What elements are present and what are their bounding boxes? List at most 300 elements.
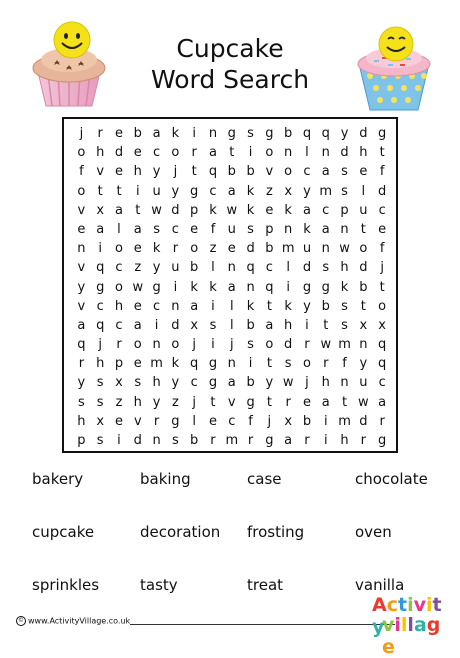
grid-letter: d xyxy=(340,145,349,161)
grid-letter: g xyxy=(246,394,255,410)
grid-letter: k xyxy=(190,279,198,295)
grid-letter: x xyxy=(96,413,105,429)
page-title-line1: Cupcake xyxy=(176,34,284,63)
grid-letter: t xyxy=(379,279,385,295)
grid-letter: o xyxy=(302,356,311,372)
grid-letter: u xyxy=(171,260,180,276)
grid-letter: q xyxy=(208,164,218,180)
grid-letter: b xyxy=(246,164,255,180)
grid-letter: c xyxy=(209,183,217,199)
grid-letter: e xyxy=(133,145,142,161)
grid-letter: u xyxy=(302,241,312,257)
grid-letter: e xyxy=(133,298,142,314)
grid-letter: o xyxy=(171,337,180,353)
grid-letter: y xyxy=(303,183,311,199)
grid-letter: m xyxy=(281,241,295,257)
grid-letter: h xyxy=(321,375,330,391)
word-list-item: cupcake xyxy=(32,523,95,541)
grid-letter: j xyxy=(192,394,196,410)
grid-letter: k xyxy=(209,279,217,295)
grid-letter: n xyxy=(284,145,293,161)
grid-letter: r xyxy=(285,394,291,410)
grid-letter: b xyxy=(321,298,330,314)
grid-letter: i xyxy=(323,413,328,429)
grid-letter: y xyxy=(171,375,180,391)
grid-letter: q xyxy=(378,337,387,353)
grid-letter: i xyxy=(286,279,290,295)
grid-letter: t xyxy=(191,164,197,180)
grid-letter: y xyxy=(152,394,161,410)
grid-letter: a xyxy=(284,433,293,448)
grid-letter: n xyxy=(152,433,161,448)
grid-letter: p xyxy=(114,356,124,372)
grid-letter: j xyxy=(267,413,272,429)
grid-letter: c xyxy=(265,260,273,276)
grid-letter: u xyxy=(359,202,368,218)
grid-letter: l xyxy=(361,183,366,199)
grid-letter: g xyxy=(208,375,218,391)
grid-letter: k xyxy=(171,126,180,141)
grid-letter: y xyxy=(152,260,161,276)
grid-letter: l xyxy=(286,260,290,276)
word-list-item: treat xyxy=(247,576,284,594)
grid-letter: m xyxy=(150,356,163,372)
grid-letter: e xyxy=(114,164,123,180)
grid-letter: e xyxy=(114,413,123,429)
word-list-item: vanilla xyxy=(355,576,405,594)
grid-letter: t xyxy=(135,202,141,218)
grid-letter: w xyxy=(339,241,350,257)
grid-letter: e xyxy=(302,394,311,410)
grid-letter: s xyxy=(153,221,160,237)
grid-letter: v xyxy=(227,394,236,410)
footer-url-text: www.ActivityVillage.co.uk xyxy=(28,616,131,626)
grid-letter: i xyxy=(98,241,102,257)
grid-letter: j xyxy=(192,337,196,353)
grid-letter: t xyxy=(266,298,272,314)
grid-letter: g xyxy=(378,433,387,448)
grid-letter: o xyxy=(265,145,274,161)
grid-letter: g xyxy=(227,126,236,141)
grid-letter: e xyxy=(77,221,86,237)
footer-url xyxy=(16,616,130,626)
grid-letter: n xyxy=(340,221,349,237)
grid-letter: i xyxy=(323,433,328,448)
grid-letter: i xyxy=(305,317,309,333)
grid-letter: n xyxy=(152,337,161,353)
grid-letter: p xyxy=(190,202,199,218)
grid-letter: d xyxy=(359,260,368,276)
grid-letter: o xyxy=(190,241,199,257)
grid-letter: s xyxy=(209,317,217,333)
grid-letter: h xyxy=(77,413,86,429)
grid-letter: h xyxy=(359,145,368,161)
grid-letter: n xyxy=(340,375,349,391)
grid-letter: i xyxy=(211,298,215,314)
word-list-item: baking xyxy=(140,470,191,488)
word-list-item: bakery xyxy=(32,470,84,488)
grid-letter: g xyxy=(265,126,274,141)
grid-letter: w xyxy=(320,337,332,353)
grid-letter: s xyxy=(96,394,104,410)
grid-letter: z xyxy=(209,241,217,257)
grid-letter: r xyxy=(247,433,254,448)
grid-letter: d xyxy=(359,126,368,141)
grid-letter: s xyxy=(341,164,348,180)
grid-letter: g xyxy=(96,279,105,295)
grid-letter: t xyxy=(116,183,122,199)
grid-letter: c xyxy=(115,260,123,276)
word-list-item: sprinkles xyxy=(32,576,100,594)
grid-letter: b xyxy=(284,126,293,141)
grid-letter: i xyxy=(173,279,178,295)
grid-letter: f xyxy=(248,413,253,429)
grid-letter: j xyxy=(305,375,309,391)
grid-letter: k xyxy=(340,279,349,295)
grid-letter: n xyxy=(208,126,218,141)
grid-letter: t xyxy=(360,298,366,314)
grid-letter: o xyxy=(265,337,274,353)
grid-letter: l xyxy=(229,317,234,333)
grid-letter: g xyxy=(302,279,312,295)
grid-letter: x xyxy=(115,375,123,391)
grid-letter: a xyxy=(321,221,330,237)
grid-letter: j xyxy=(380,260,384,276)
grid-letter: t xyxy=(266,394,272,410)
grid-letter: d xyxy=(171,202,180,218)
grid-letter: a xyxy=(152,126,161,141)
grid-letter: k xyxy=(246,298,255,314)
grid-letter: g xyxy=(171,413,180,429)
grid-letter: t xyxy=(342,394,348,410)
copyright-icon: © xyxy=(18,617,24,624)
grid-letter: k xyxy=(246,183,255,199)
grid-letter: f xyxy=(210,221,216,237)
grid-letter: s xyxy=(322,260,330,276)
grid-letter: c xyxy=(322,202,330,218)
grid-letter: u xyxy=(152,183,161,199)
grid-letter: v xyxy=(265,164,274,180)
grid-letter: f xyxy=(379,241,385,257)
grid-letter: c xyxy=(115,317,123,333)
grid-letter: y xyxy=(303,298,311,314)
grid-letter: d xyxy=(378,183,387,199)
grid-letter: o xyxy=(133,337,142,353)
logo-line2: village xyxy=(382,614,441,658)
grid-letter: a xyxy=(115,202,123,218)
grid-letter: s xyxy=(96,375,104,391)
grid-letter: p xyxy=(340,202,349,218)
grid-letter: s xyxy=(78,394,85,410)
grid-letter: y xyxy=(77,375,86,391)
grid-letter: g xyxy=(208,356,218,372)
grid-letter: w xyxy=(282,375,294,391)
grid-letter: m xyxy=(338,337,351,353)
grid-letter: e xyxy=(133,241,142,257)
grid-letter: k xyxy=(284,298,292,314)
grid-letter: q xyxy=(302,126,312,141)
grid-letter: a xyxy=(133,317,142,333)
grid-letter: s xyxy=(247,337,254,353)
grid-letter: b xyxy=(133,126,142,141)
grid-letter: q xyxy=(96,260,105,276)
grid-letter: z xyxy=(134,260,142,276)
grid-letter: x xyxy=(359,317,368,333)
grid-letter: n xyxy=(171,298,180,314)
grid-letter: d xyxy=(359,413,368,429)
grid-letter: m xyxy=(319,183,333,199)
grid-letter: u xyxy=(359,375,368,391)
logo-line1: Activity xyxy=(372,594,442,638)
grid-letter: c xyxy=(303,164,311,180)
cupcake-smiley-left-icon xyxy=(28,18,110,110)
grid-letter: q xyxy=(96,317,105,333)
grid-letter: p xyxy=(265,221,274,237)
grid-letter: s xyxy=(284,356,292,372)
word-search-grid xyxy=(72,123,392,449)
grid-letter: k xyxy=(152,241,161,257)
grid-letter: j xyxy=(79,126,84,141)
grid-letter: l xyxy=(305,145,309,161)
grid-letter: g xyxy=(378,126,387,141)
grid-letter: r xyxy=(172,241,179,257)
grid-letter: s xyxy=(96,433,104,448)
grid-letter: l xyxy=(117,221,121,237)
grid-letter: j xyxy=(173,164,178,180)
grid-letter: r xyxy=(210,433,216,448)
grid-letter: n xyxy=(284,221,293,237)
grid-letter: t xyxy=(266,356,272,372)
grid-letter: e xyxy=(133,356,142,372)
word-list-item: chocolate xyxy=(355,470,428,488)
grid-letter: c xyxy=(96,298,104,314)
grid-letter: r xyxy=(360,433,367,448)
grid-letter: y xyxy=(152,164,161,180)
grid-letter: q xyxy=(190,356,199,372)
grid-letter: r xyxy=(97,126,103,141)
grid-letter: i xyxy=(248,145,253,161)
grid-letter: i xyxy=(211,337,215,353)
grid-letter: c xyxy=(228,413,236,429)
grid-letter: d xyxy=(171,317,180,333)
grid-letter: o xyxy=(115,241,123,257)
grid-letter: n xyxy=(321,241,330,257)
grid-letter: x xyxy=(96,202,105,218)
grid-letter: a xyxy=(190,298,199,314)
grid-letter: i xyxy=(192,126,196,141)
grid-letter: q xyxy=(246,260,255,276)
grid-letter: v xyxy=(77,260,86,276)
grid-letter: t xyxy=(210,394,216,410)
grid-letter: t xyxy=(97,183,103,199)
grid-letter: c xyxy=(171,221,179,237)
grid-letter: h xyxy=(133,164,142,180)
grid-letter: y xyxy=(77,279,86,295)
grid-letter: e xyxy=(265,202,274,218)
word-list-item: tasty xyxy=(140,576,178,594)
grid-letter: z xyxy=(265,183,273,199)
grid-letter: v xyxy=(77,202,86,218)
grid-letter: q xyxy=(321,126,330,141)
grid-letter: g xyxy=(321,279,330,295)
grid-letter: v xyxy=(77,298,86,314)
grid-letter: o xyxy=(77,183,86,199)
grid-letter: d xyxy=(114,145,124,161)
grid-letter: s xyxy=(171,433,179,448)
grid-letter: x xyxy=(284,413,293,429)
grid-letter: z xyxy=(171,394,179,410)
grid-letter: o xyxy=(171,145,180,161)
grid-letter: q xyxy=(77,337,86,353)
grid-letter: b xyxy=(190,433,199,448)
grid-letter: u xyxy=(227,221,236,237)
grid-letter: r xyxy=(304,337,310,353)
grid-letter: g xyxy=(190,183,199,199)
grid-letter: b xyxy=(359,279,368,295)
grid-letter: d xyxy=(133,433,142,448)
grid-letter: a xyxy=(96,221,105,237)
grid-letter: g xyxy=(265,433,274,448)
grid-letter: k xyxy=(303,221,311,237)
grid-letter: e xyxy=(378,221,387,237)
grid-letter: l xyxy=(192,413,196,429)
grid-letter: w xyxy=(132,279,144,295)
grid-letter: q xyxy=(265,279,274,295)
grid-letter: n xyxy=(246,279,255,295)
grid-letter: n xyxy=(227,356,236,372)
grid-letter: i xyxy=(135,183,140,199)
activity-village-logo xyxy=(372,594,452,658)
word-list-item: case xyxy=(247,470,282,488)
grid-letter: t xyxy=(323,317,329,333)
grid-letter: a xyxy=(208,145,217,161)
grid-letter: s xyxy=(341,183,348,199)
word-list xyxy=(32,470,452,610)
grid-letter: a xyxy=(302,202,311,218)
grid-letter: j xyxy=(98,337,102,353)
grid-letter: n xyxy=(77,241,86,257)
grid-letter: z xyxy=(115,394,123,410)
grid-letter: h xyxy=(96,356,105,372)
grid-letter: i xyxy=(117,433,121,448)
grid-letter: k xyxy=(171,356,180,372)
grid-letter: h xyxy=(114,298,124,314)
grid-letter: e xyxy=(227,241,236,257)
grid-letter: t xyxy=(379,145,385,161)
grid-letter: d xyxy=(284,337,293,353)
grid-letter: h xyxy=(340,260,349,276)
grid-letter: y xyxy=(340,126,349,141)
grid-letter: h xyxy=(133,394,142,410)
grid-letter: c xyxy=(378,202,386,218)
grid-letter: b xyxy=(265,241,274,257)
grid-letter: k xyxy=(209,202,217,218)
grid-letter: i xyxy=(248,356,253,372)
grid-letter: r xyxy=(116,337,122,353)
grid-letter: e xyxy=(190,221,199,237)
grid-letter: x xyxy=(190,317,199,333)
grid-letter: s xyxy=(341,317,348,333)
grid-letter: a xyxy=(227,375,236,391)
grid-letter: a xyxy=(227,279,236,295)
grid-letter: l xyxy=(229,298,234,314)
grid-letter: r xyxy=(78,356,85,372)
grid-letter: h xyxy=(96,145,105,161)
word-list-item: decoration xyxy=(140,523,221,541)
grid-letter: m xyxy=(225,433,239,448)
grid-letter: h xyxy=(152,375,161,391)
cupcake-smiley-right-icon xyxy=(352,24,436,112)
grid-letter: i xyxy=(154,317,159,333)
grid-letter: w xyxy=(358,394,369,410)
grid-letter: n xyxy=(321,145,330,161)
grid-letter: g xyxy=(152,279,161,295)
grid-letter: o xyxy=(77,145,86,161)
grid-letter: c xyxy=(153,298,161,314)
grid-letter: k xyxy=(246,202,255,218)
grid-letter: w xyxy=(151,202,162,218)
grid-letter: y xyxy=(171,183,180,199)
grid-letter: m xyxy=(338,413,351,429)
grid-letter: d xyxy=(246,241,255,257)
grid-letter: c xyxy=(153,145,161,161)
grid-letter: r xyxy=(304,433,310,448)
grid-letter: d xyxy=(302,260,312,276)
grid-letter: h xyxy=(284,317,293,333)
grid-letter: o xyxy=(378,298,387,314)
grid-letter: x xyxy=(284,183,293,199)
grid-letter: a xyxy=(378,394,387,410)
grid-letter: f xyxy=(379,164,385,180)
grid-letter: h xyxy=(340,433,349,448)
word-list-item: frosting xyxy=(247,523,305,541)
grid-letter: e xyxy=(208,413,217,429)
grid-letter: x xyxy=(378,317,386,333)
grid-letter: e xyxy=(359,164,368,180)
grid-letter: a xyxy=(321,164,330,180)
grid-letter: b xyxy=(246,375,255,391)
grid-letter: c xyxy=(378,375,386,391)
grid-letter: b xyxy=(246,317,255,333)
word-list-item: oven xyxy=(355,523,392,541)
footer-divider xyxy=(130,624,395,625)
grid-letter: a xyxy=(321,394,330,410)
grid-letter: w xyxy=(226,202,238,218)
grid-letter: a xyxy=(133,221,142,237)
word-search-grid-frame xyxy=(62,117,398,453)
grid-letter: r xyxy=(191,145,197,161)
grid-letter: s xyxy=(247,221,254,237)
grid-letter: a xyxy=(77,317,86,333)
grid-letter: q xyxy=(378,356,387,372)
grid-letter: o xyxy=(115,279,123,295)
grid-letter: o xyxy=(359,241,368,257)
grid-letter: a xyxy=(227,183,236,199)
grid-letter: r xyxy=(379,413,385,429)
grid-letter: y xyxy=(359,356,368,372)
grid-letter: r xyxy=(153,413,160,429)
grid-letter: n xyxy=(227,260,236,276)
grid-letter: o xyxy=(284,164,293,180)
grid-letter: k xyxy=(284,202,292,218)
grid-letter: v xyxy=(133,413,142,429)
grid-letter: f xyxy=(342,356,347,372)
grid-letter: c xyxy=(190,375,198,391)
grid-letter: b xyxy=(302,413,312,429)
grid-letter: t xyxy=(360,221,366,237)
grid-letter: a xyxy=(265,317,274,333)
grid-letter: r xyxy=(323,356,329,372)
